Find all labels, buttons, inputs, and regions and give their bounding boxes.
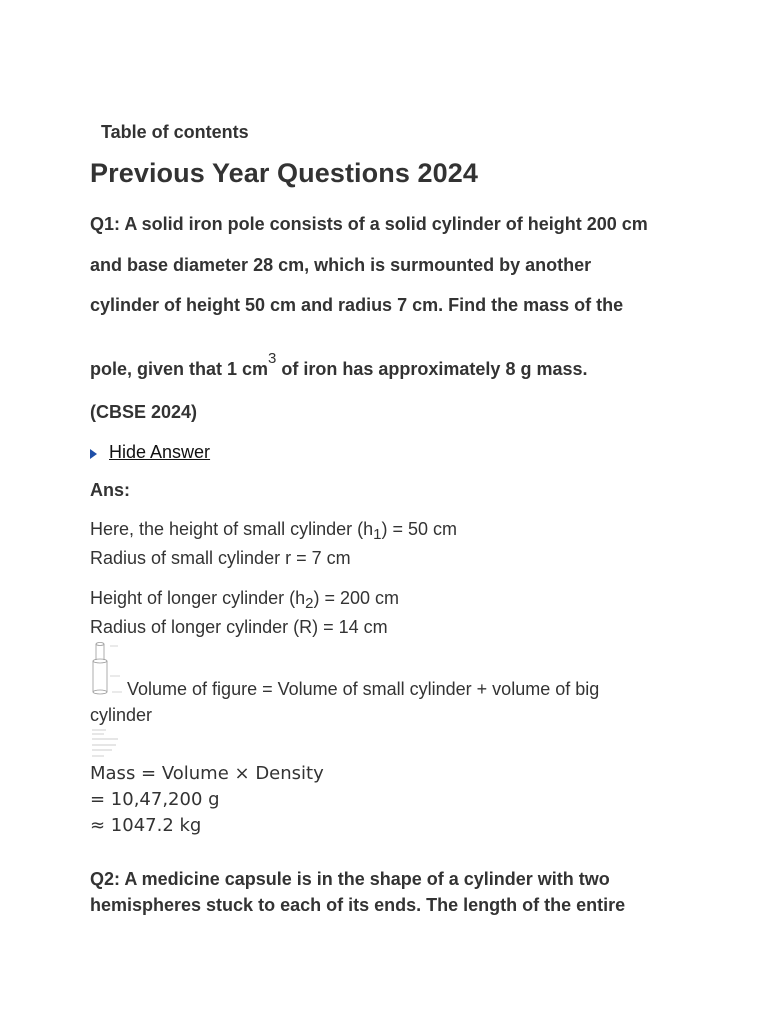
subscript-2: 2: [305, 595, 314, 612]
table-of-contents-toggle[interactable]: Table of contents: [101, 122, 249, 142]
mass-formula: Mass = Volume × Density: [90, 763, 324, 784]
q2-line1: Q2: A medicine capsule is in the shape of a cylinder with two: [90, 869, 610, 889]
volume-calculation-image: [90, 728, 124, 760]
q1-text-line1: Q1: A solid iron pole consists of a solid cylinder of height 200 cm: [90, 214, 648, 234]
answer-big-radius: Radius of longer cylinder (R) = 14 cm: [90, 617, 388, 637]
big-height-text: Height of longer cylinder (h: [90, 588, 306, 608]
q1-text-line3: cylinder of height 50 cm and radius 7 cm. Find the mass of the: [90, 295, 624, 315]
answer-small-height: [90, 519, 458, 543]
cube-superscript: 3: [268, 350, 277, 367]
volume-formula-line1: Volume of figure = Volume of small cylinder + volume of big: [127, 679, 600, 699]
hide-answer-link[interactable]: Hide Answer: [109, 442, 211, 462]
volume-formula-line2: cylinder: [90, 705, 153, 725]
small-height-text: Here, the height of small cylinder (h: [90, 519, 374, 539]
answer-small-radius: Radius of small cylinder r = 7 cm: [90, 548, 351, 568]
q1-line4-start: pole, given that 1 cm: [90, 359, 269, 379]
q1-source: (CBSE 2024): [90, 402, 198, 422]
q1-text-line2: and base diameter 28 cm, which is surmounted by another: [90, 255, 592, 275]
q1-text-line4: [90, 350, 730, 380]
q2-line2: hemispheres stuck to each of its ends. The length of the entire: [90, 895, 626, 915]
big-height-value: ) = 200 cm: [313, 588, 400, 608]
mass-grams: = 10,47,200 g: [90, 789, 220, 810]
page-title: Previous Year Questions 2024: [90, 158, 479, 188]
cylinder-figure-image: [90, 640, 126, 698]
triangle-right-icon: [90, 449, 97, 459]
answer-label: Ans:: [90, 480, 130, 500]
q1-line4-end: of iron has approximately 8 g mass.: [276, 359, 588, 379]
mass-kilograms: ≈ 1047.2 kg: [90, 815, 202, 836]
small-height-value: ) = 50 cm: [381, 519, 458, 539]
hide-answer-toggle[interactable]: [90, 442, 210, 463]
subscript-1: 1: [373, 526, 382, 543]
answer-big-height: [90, 588, 400, 612]
q2-text: [90, 866, 625, 918]
